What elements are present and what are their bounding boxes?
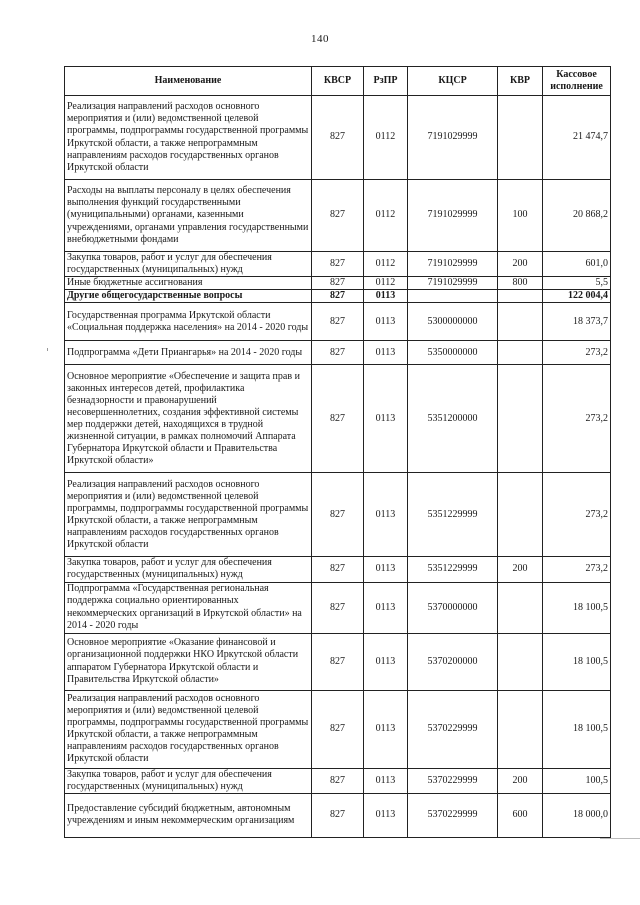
cell-amount: 5,5: [543, 277, 611, 290]
cell-rzpr: 0113: [364, 290, 408, 303]
table-row: [65, 290, 611, 303]
table-row: [65, 303, 611, 341]
header-kcsr: КЦСР: [408, 67, 498, 96]
table-row: [65, 473, 611, 557]
cell-kvsr: 827: [312, 341, 364, 365]
cell-rzpr: 0113: [364, 582, 408, 633]
cell-kvsr: 827: [312, 277, 364, 290]
cell-rzpr: 0113: [364, 473, 408, 557]
cell-amount: 21 474,7: [543, 96, 611, 180]
cell-amount: 18 100,5: [543, 582, 611, 633]
cell-kvsr: 827: [312, 793, 364, 837]
cell-amount: 122 004,4: [543, 290, 611, 303]
header-kvsr: КВСР: [312, 67, 364, 96]
cell-amount: 18 100,5: [543, 633, 611, 690]
cell-kvsr: 827: [312, 633, 364, 690]
cell-amount: 273,2: [543, 557, 611, 582]
cell-name: Закупка товаров, работ и услуг для обеспечения государственных (муниципальных) нужд: [65, 252, 312, 277]
cell-kcsr: 5370229999: [408, 690, 498, 768]
cell-name: Основное мероприятие «Обеспечение и защита прав и законных интересов детей, профилактика безнадзорности и правонарушений несовершеннолетних, создания эффективной системы мер поддержки детей, находящихся в трудной жизненной ситуации, в рамках полномочий Аппарата Губернатора Иркутской области и Правительства Иркутской области»: [65, 365, 312, 473]
cell-rzpr: 0113: [364, 303, 408, 341]
cell-rzpr: 0113: [364, 633, 408, 690]
budget-table: [64, 66, 611, 838]
cell-kvr: 100: [498, 180, 543, 252]
cell-kvr: 600: [498, 793, 543, 837]
table-row: [65, 768, 611, 793]
cell-kvr: [498, 690, 543, 768]
cell-kvr: 200: [498, 557, 543, 582]
cell-name: Подпрограмма «Дети Приангарья» на 2014 - 2020 годы: [65, 341, 312, 365]
cell-kvr: 200: [498, 768, 543, 793]
cell-kcsr: 5351229999: [408, 473, 498, 557]
cell-rzpr: 0112: [364, 252, 408, 277]
header-amount: Кассовое исполнение: [543, 67, 611, 96]
header-name: Наименование: [65, 67, 312, 96]
cell-kvsr: 827: [312, 690, 364, 768]
page-number: 140: [311, 33, 329, 45]
cell-name: Реализация направлений расходов основного мероприятия и (или) ведомственной целевой программы, подпрограммы государственной программы Иркутской области, а также непрограммным направлениям расходов государственных органов Иркутской области: [65, 690, 312, 768]
cell-kcsr: 5370229999: [408, 768, 498, 793]
table-row: [65, 793, 611, 837]
cell-kcsr: 5370200000: [408, 633, 498, 690]
cell-rzpr: 0112: [364, 96, 408, 180]
table-row: [65, 252, 611, 277]
cell-kcsr: 7191029999: [408, 180, 498, 252]
cell-name: Предоставление субсидий бюджетным, автономным учреждениям и иным некоммерческим организациям: [65, 793, 312, 837]
table-header-row: [65, 67, 611, 96]
cell-rzpr: 0113: [364, 768, 408, 793]
cell-kcsr: 7191029999: [408, 277, 498, 290]
cell-amount: 601,0: [543, 252, 611, 277]
table-row: [65, 365, 611, 473]
cell-kvr: [498, 582, 543, 633]
cell-rzpr: 0112: [364, 277, 408, 290]
cell-name: Основное мероприятие «Оказание финансовой и организационной поддержки НКО Иркутской области аппаратом Губернатора Иркутской области и Правительства Иркутской области»: [65, 633, 312, 690]
table-row: [65, 582, 611, 633]
cell-kcsr: 5351229999: [408, 557, 498, 582]
cell-kvsr: 827: [312, 768, 364, 793]
cell-kvsr: 827: [312, 365, 364, 473]
cell-kcsr: 5300000000: [408, 303, 498, 341]
cell-name: Расходы на выплаты персоналу в целях обеспечения выполнения функций государственными (муниципальными) органами, казенными учреждениями, органами управления государственными внебюджетными фондами: [65, 180, 312, 252]
cell-name: Подпрограмма «Государственная региональная поддержка социально ориентированных некоммерческих организаций в Иркутской области» на 2014 - 2020 годы: [65, 582, 312, 633]
cell-kcsr: 5370000000: [408, 582, 498, 633]
cell-amount: 273,2: [543, 365, 611, 473]
cell-kvr: [498, 96, 543, 180]
cell-kvr: [498, 365, 543, 473]
cell-amount: 100,5: [543, 768, 611, 793]
cell-kvsr: 827: [312, 290, 364, 303]
cell-kvsr: 827: [312, 473, 364, 557]
cell-rzpr: 0113: [364, 341, 408, 365]
cell-name: Другие общегосударственные вопросы: [65, 290, 312, 303]
cell-kcsr: 5351200000: [408, 365, 498, 473]
cell-kvr: [498, 303, 543, 341]
table-row: [65, 690, 611, 768]
cell-kvr: [498, 341, 543, 365]
cell-kvr: [498, 290, 543, 303]
cell-amount: 18 000,0: [543, 793, 611, 837]
cell-kcsr: 7191029999: [408, 96, 498, 180]
budget-table-container: [64, 66, 610, 838]
cell-name: Реализация направлений расходов основного мероприятия и (или) ведомственной целевой программы, подпрограммы государственной программы Иркутской области, а также непрограммным направлениям расходов государственных органов Иркутской области: [65, 473, 312, 557]
table-row: [65, 633, 611, 690]
cell-rzpr: 0113: [364, 557, 408, 582]
header-kvr: КВР: [498, 67, 543, 96]
cell-rzpr: 0113: [364, 690, 408, 768]
cell-name: Иные бюджетные ассигнования: [65, 277, 312, 290]
cell-kcsr: 5350000000: [408, 341, 498, 365]
cell-kvsr: 827: [312, 252, 364, 277]
cell-amount: 20 868,2: [543, 180, 611, 252]
cell-amount: 18 100,5: [543, 690, 611, 768]
cell-name: Государственная программа Иркутской области «Социальная поддержка населения» на 2014 - 2020 годы: [65, 303, 312, 341]
cell-kcsr: 7191029999: [408, 252, 498, 277]
cell-name: Закупка товаров, работ и услуг для обеспечения государственных (муниципальных) нужд: [65, 557, 312, 582]
cell-kvsr: 827: [312, 303, 364, 341]
cell-kvr: [498, 633, 543, 690]
cell-kcsr: 5370229999: [408, 793, 498, 837]
cell-kcsr: [408, 290, 498, 303]
cell-rzpr: 0112: [364, 180, 408, 252]
cell-rzpr: 0113: [364, 793, 408, 837]
cell-rzpr: 0113: [364, 365, 408, 473]
table-row: [65, 341, 611, 365]
cell-kvsr: 827: [312, 582, 364, 633]
cell-name: Реализация направлений расходов основного мероприятия и (или) ведомственной целевой программы, подпрограммы государственной программы Иркутской области, а также непрограммным направлениям расходов государственных органов Иркутской области: [65, 96, 312, 180]
cell-kvsr: 827: [312, 180, 364, 252]
scan-margin-mark: [47, 348, 48, 351]
cell-name: Закупка товаров, работ и услуг для обеспечения государственных (муниципальных) нужд: [65, 768, 312, 793]
table-row: [65, 96, 611, 180]
cell-amount: 18 373,7: [543, 303, 611, 341]
cell-kvr: 800: [498, 277, 543, 290]
table-row: [65, 557, 611, 582]
cell-kvsr: 827: [312, 557, 364, 582]
cell-amount: 273,2: [543, 341, 611, 365]
cell-kvr: 200: [498, 252, 543, 277]
cell-amount: 273,2: [543, 473, 611, 557]
table-row: [65, 277, 611, 290]
scan-bottom-dash: [600, 838, 640, 839]
header-rzpr: РзПР: [364, 67, 408, 96]
table-row: [65, 180, 611, 252]
cell-kvr: [498, 473, 543, 557]
cell-kvsr: 827: [312, 96, 364, 180]
